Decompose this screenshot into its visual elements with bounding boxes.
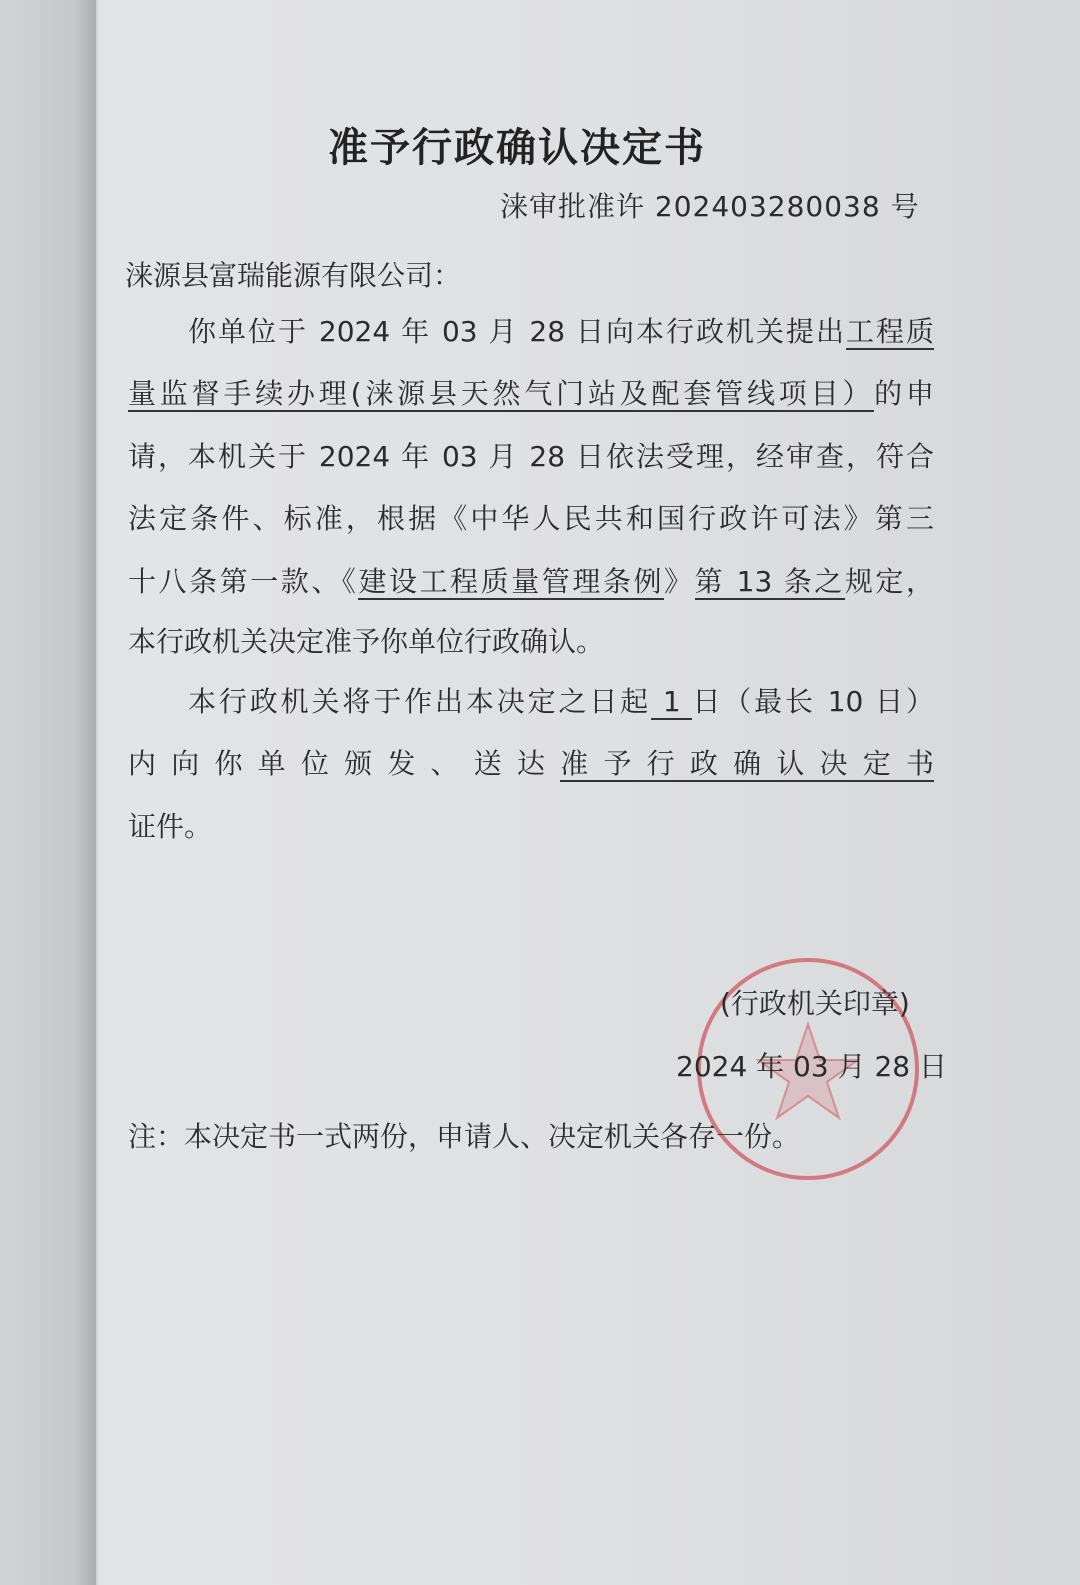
body-line [128, 805, 934, 845]
body-text: 内 向 你 单 位 颁 发 、 送 达 [128, 747, 561, 780]
body-line [128, 435, 934, 475]
body-line [128, 742, 934, 782]
body-line [128, 372, 934, 412]
addressee: 涞源县富瑞能源有限公司： [125, 259, 462, 292]
underlined-text: 量监督手续办理(涞源县天然气门站及配套管线项目） [128, 377, 875, 410]
underlined-text: 1 [651, 685, 693, 718]
body-text: 请，本机关于 2024 年 03 月 28 日依法受理，经审查，符合 [128, 440, 934, 473]
body-text: 本行政机关将于作出本决定之日起 [188, 685, 652, 718]
body-text: 日（最长 10 日） [692, 685, 934, 718]
underlined-text: 建设工程质量管理条例 [358, 565, 665, 598]
body-text: 十八条第一款、《 [128, 565, 359, 598]
seal-label: (行政机关印章) [720, 987, 910, 1020]
underlined-text: 第 13 条之 [694, 565, 845, 598]
body-text: 规定， [844, 565, 934, 598]
body-text: 法定条件、标准，根据《中华人民共和国行政许可法》第三 [128, 502, 934, 535]
decision-date: 2024 年 03 月 28 日 [676, 1050, 948, 1083]
body-line [128, 497, 934, 537]
body-line [188, 680, 934, 720]
underlined-text: 工程质 [845, 315, 934, 348]
body-text: 本行政机关决定准予你单位行政确认。 [128, 625, 605, 658]
page-binding-edge [0, 0, 96, 1585]
note: 注：本决定书一式两份，申请人、决定机关各存一份。 [128, 1120, 801, 1153]
body-text: 证件。 [128, 810, 213, 843]
underlined-text: 准 予 行 政 确 认 决 定 书 [560, 747, 934, 780]
body-text: 》 [664, 565, 695, 598]
document-number: 涞审批准许 202403280038 号 [500, 190, 920, 223]
body-line [128, 560, 934, 600]
body-text: 的申 [874, 377, 934, 410]
document-title: 准予行政确认决定书 [328, 125, 706, 171]
body-line [128, 620, 934, 660]
body-text: 你单位于 2024 年 03 月 28 日向本行政机关提出 [188, 315, 846, 348]
body-line [188, 310, 934, 350]
